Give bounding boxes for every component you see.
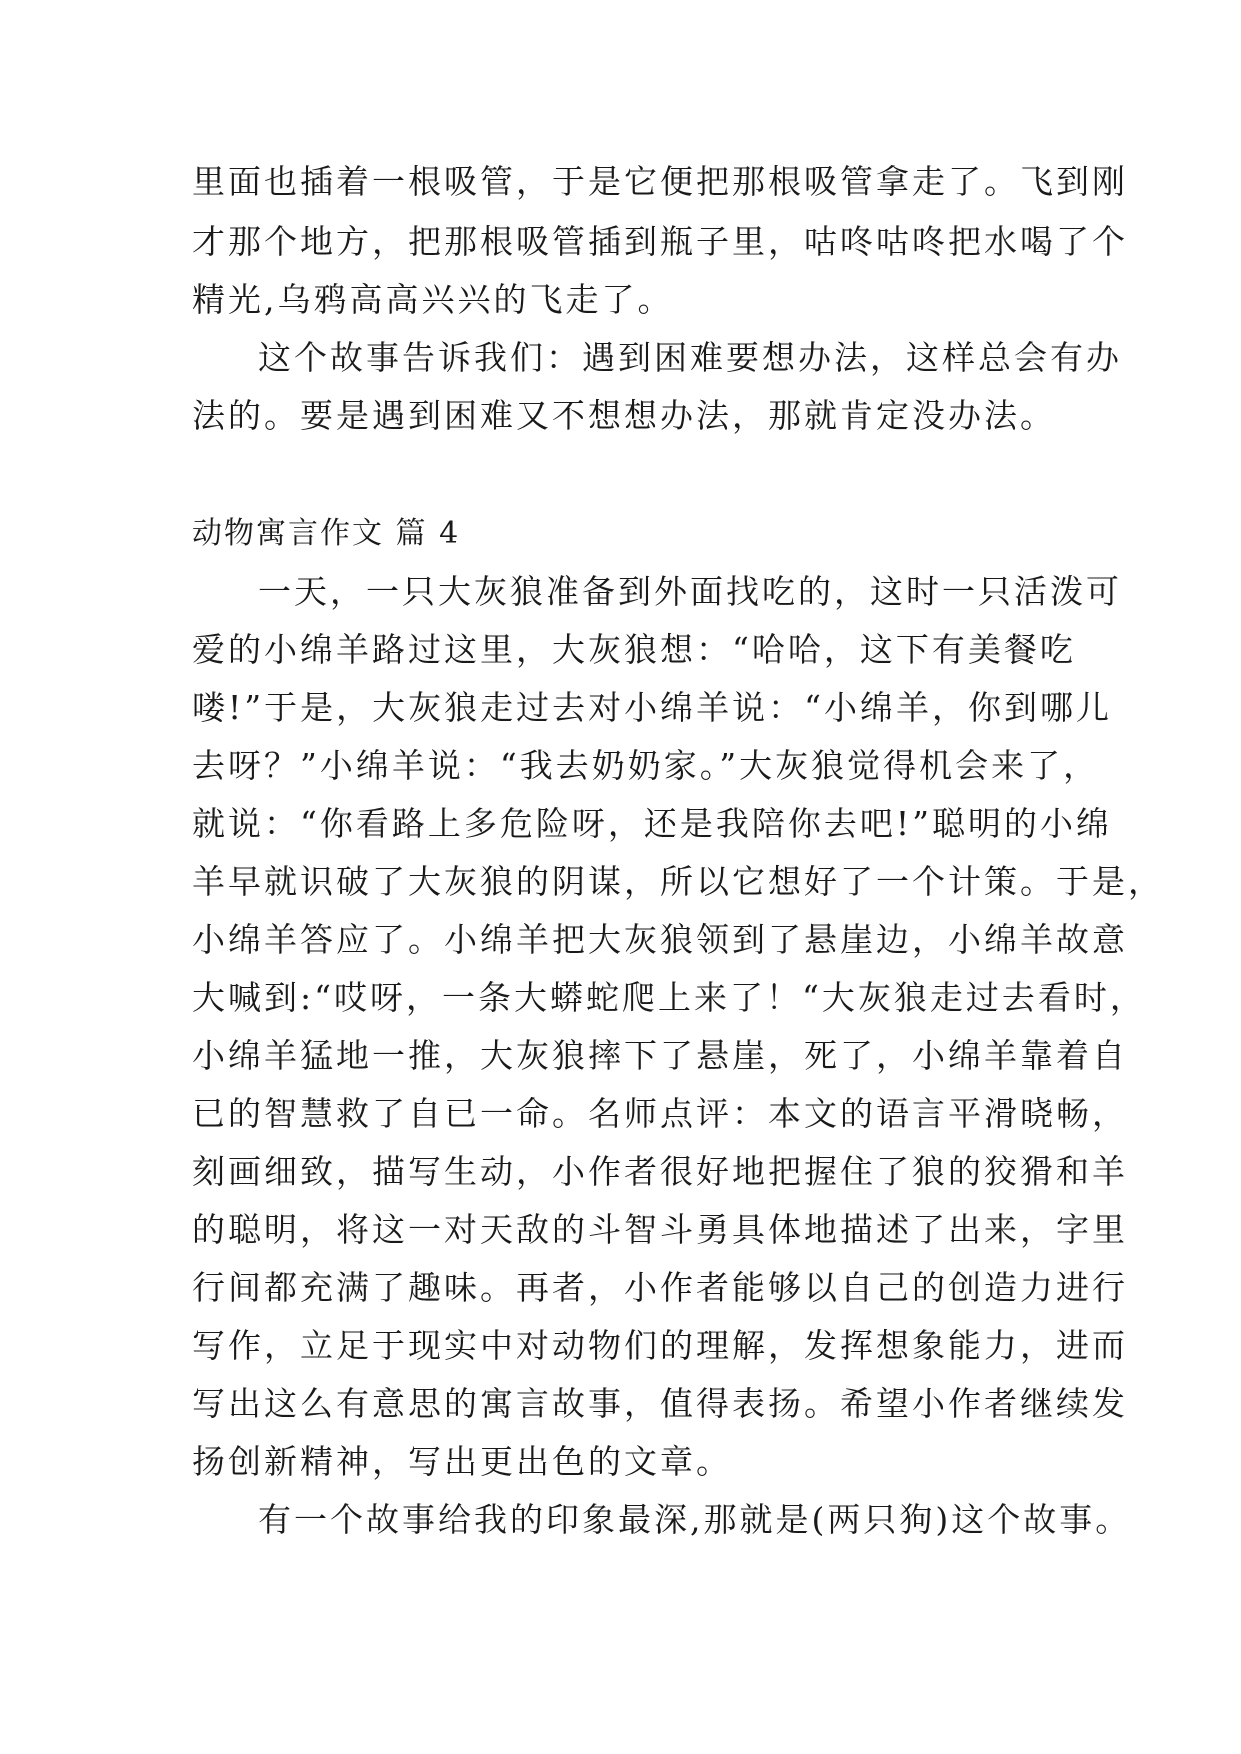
text-line: 大喊到:“哎呀，一条大蟒蛇爬上来了！“大灰狼走过去看时，: [192, 978, 1146, 1017]
text-line: 去呀？”小绵羊说：“我去奶奶家。”大灰狼觉得机会来了，: [192, 746, 1100, 785]
text-line: 有一个故事给我的印象最深,那就是(两只狗)这个故事。: [258, 1500, 1132, 1539]
text-line: 一天，一只大灰狼准备到外面找吃的，这时一只活泼可: [258, 572, 1122, 611]
text-line: 的聪明，将这一对天敌的斗智斗勇具体地描述了出来，字里: [192, 1210, 1128, 1249]
text-line: 小绵羊答应了。小绵羊把大灰狼领到了悬崖边，小绵羊故意: [192, 920, 1128, 959]
text-line: 才那个地方，把那根吸管插到瓶子里，咕咚咕咚把水喝了个: [192, 222, 1128, 261]
text-line: 刻画细致，描写生动，小作者很好地把握住了狼的狡猾和羊: [192, 1152, 1128, 1191]
text-line: 爱的小绵羊路过这里，大灰狼想：“哈哈，这下有美餐吃: [192, 630, 1076, 669]
section-heading: 动物寓言作文 篇 4: [192, 516, 461, 551]
text-line: 法的。要是遇到困难又不想想办法，那就肯定没办法。: [192, 396, 1056, 435]
text-line: 这个故事告诉我们：遇到困难要想办法，这样总会有办: [258, 338, 1122, 377]
text-line: 喽!”于是，大灰狼走过去对小绵羊说：“小绵羊，你到哪儿: [192, 688, 1113, 727]
text-line: 就说：“你看路上多危险呀，还是我陪你去吧!”聪明的小绵: [192, 804, 1113, 843]
text-line: 写出这么有意思的寓言故事，值得表扬。希望小作者继续发: [192, 1384, 1128, 1423]
text-line: 小绵羊猛地一推，大灰狼摔下了悬崖，死了，小绵羊靠着自: [192, 1036, 1128, 1075]
text-line: 已的智慧救了自已一命。名师点评：本文的语言平滑晓畅，: [192, 1094, 1128, 1133]
text-line: 写作，立足于现实中对动物们的理解，发挥想象能力，进而: [192, 1326, 1128, 1365]
text-line: 行间都充满了趣味。再者，小作者能够以自己的创造力进行: [192, 1268, 1128, 1307]
text-line: 扬创新精神，写出更出色的文章。: [192, 1442, 732, 1481]
text-line: 羊早就识破了大灰狼的阴谋，所以它想好了一个计策。于是，: [192, 862, 1164, 901]
text-line: 精光,乌鸦高高兴兴的飞走了。: [192, 280, 674, 319]
text-line: 里面也插着一根吸管，于是它便把那根吸管拿走了。飞到刚: [192, 162, 1128, 201]
